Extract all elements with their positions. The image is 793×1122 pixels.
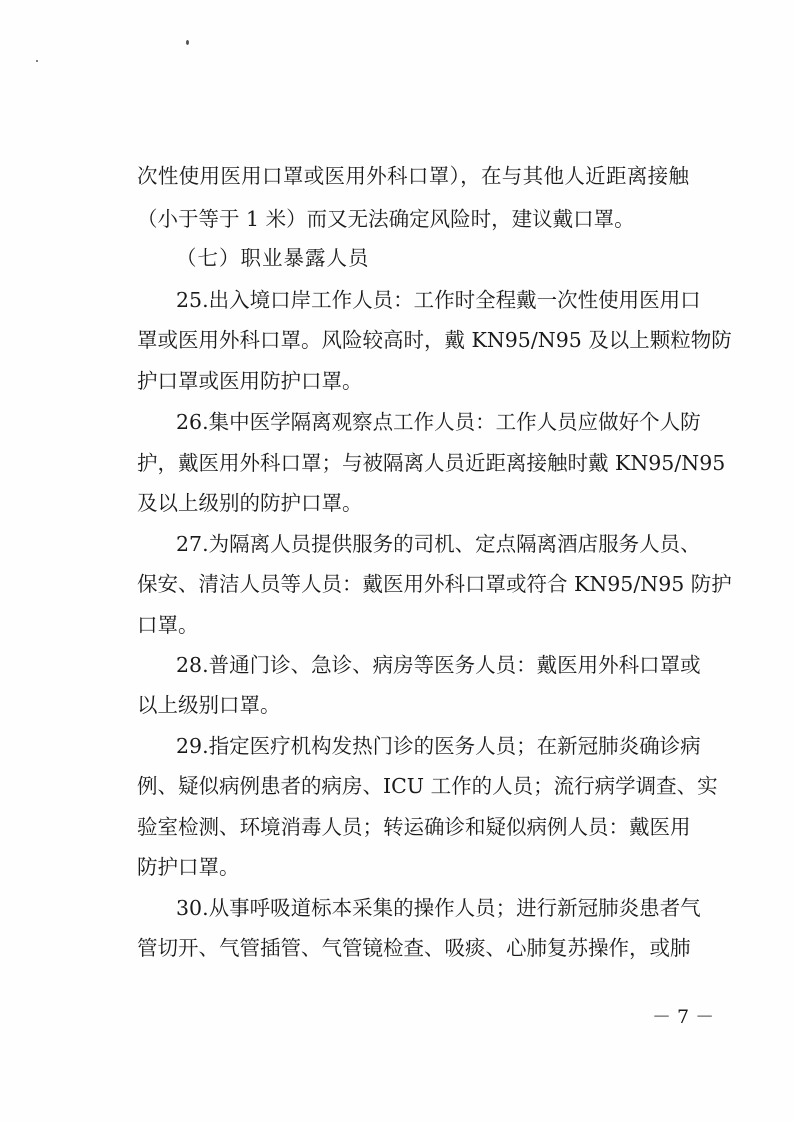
paragraph-line: 27.为隔离人员提供服务的司机、定点隔离酒店服务人员、 [176, 532, 701, 556]
paragraph-line: 及以上级别的防护口罩。 [137, 491, 363, 515]
section-heading: （七）职业暴露人员 [176, 246, 370, 270]
page-number: － 7 － [652, 1006, 715, 1028]
paragraph-line: 口罩。 [137, 613, 199, 637]
paragraph-line: 保安、清洁人员等人员：戴医用外科口罩或符合 KN95/N95 防护 [137, 572, 732, 596]
paragraph-line: 验室检测、环境消毒人员；转运确诊和疑似病例人员：戴医用 [137, 815, 691, 839]
paragraph-line: 管切开、气管插管、气管镜检查、吸痰、心肺复苏操作，或肺 [137, 936, 691, 960]
paragraph-line: 例、疑似病例患者的病房、ICU 工作的人员；流行病学调查、实 [137, 774, 718, 798]
scan-speck [36, 60, 38, 62]
paragraph-line: 护，戴医用外科口罩；与被隔离人员近距离接触时戴 KN95/N95 [137, 451, 726, 475]
paragraph-line: 护口罩或医用防护口罩。 [137, 369, 363, 393]
paragraph-line: 25.出入境口岸工作人员：工作时全程戴一次性使用医用口 [176, 288, 701, 312]
body-line: （小于等于 1 米）而又无法确定风险时，建议戴口罩。 [137, 207, 635, 231]
paragraph-line: 29.指定医疗机构发热门诊的医务人员；在新冠肺炎确诊病 [176, 734, 701, 758]
paragraph-line: 罩或医用外科口罩。风险较高时，戴 KN95/N95 及以上颗粒物防 [137, 328, 732, 352]
paragraph-line: 30.从事呼吸道标本采集的操作人员；进行新冠肺炎患者气 [176, 896, 701, 920]
scan-speck [186, 40, 189, 45]
paragraph-line: 28.普通门诊、急诊、病房等医务人员：戴医用外科口罩或 [176, 653, 701, 677]
body-line: 次性使用医用口罩或医用外科口罩），在与其他人近距离接触 [137, 164, 689, 188]
paragraph-line: 以上级别口罩。 [137, 693, 281, 717]
paragraph-line: 26.集中医学隔离观察点工作人员：工作人员应做好个人防 [176, 410, 701, 434]
paragraph-line: 防护口罩。 [137, 855, 240, 879]
